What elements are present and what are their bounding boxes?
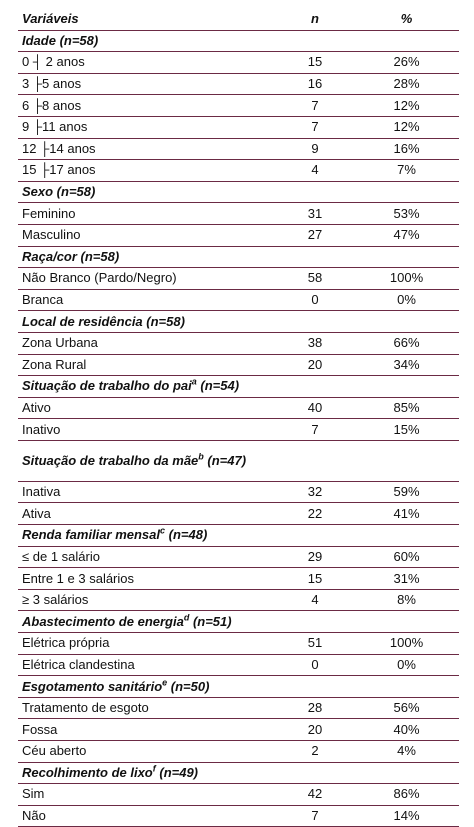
row-count: 40 [276, 397, 354, 419]
footnote-marker: b [198, 451, 204, 462]
row-percent: 7% [354, 160, 459, 182]
section-header-row [18, 440, 459, 481]
row-count: 29 [276, 546, 354, 568]
section-label: Raça/cor (n=58) [22, 248, 120, 264]
section-label: Sexo (n=58) [22, 184, 96, 200]
table-row [18, 268, 459, 290]
section-header-row [18, 246, 459, 268]
footnote-marker: c [160, 526, 166, 537]
table-row [18, 52, 459, 74]
row-percent: 60% [354, 546, 459, 568]
table-row [18, 73, 459, 95]
row-label: Inativo [18, 419, 276, 441]
footnote-marker: d [183, 612, 190, 623]
row-label: 0 ┤ 2 anos [18, 52, 276, 74]
footnote-marker: f [152, 763, 156, 774]
row-count: 20 [276, 719, 354, 741]
row-label: Não [18, 805, 276, 827]
table-row [18, 697, 459, 719]
section-header-row [18, 30, 459, 52]
section-title [18, 440, 459, 481]
section-sample-size: (n=54) [196, 378, 240, 394]
row-count: 4 [276, 160, 354, 182]
row-percent: 66% [354, 332, 459, 354]
row-percent: 86% [354, 784, 459, 806]
row-label: Zona Rural [18, 354, 276, 376]
table-row [18, 397, 459, 419]
row-percent: 85% [354, 397, 459, 419]
row-label: Sim [18, 784, 276, 806]
row-count: 38 [276, 332, 354, 354]
row-count: 20 [276, 354, 354, 376]
section-label: Renda familiar mensal [22, 527, 160, 543]
row-label: Elétrica própria [18, 633, 276, 655]
row-percent: 14% [354, 805, 459, 827]
section-label: Idade (n=58) [22, 32, 99, 48]
section-sample-size: (n=47) [203, 452, 247, 468]
row-label: Ativa [18, 503, 276, 525]
section-label: Esgotamento sanitário [22, 678, 163, 694]
table-row [18, 224, 459, 246]
table-row [18, 589, 459, 611]
row-label: Tratamento de esgoto [18, 697, 276, 719]
table-row [18, 568, 459, 590]
section-label: Situação de trabalho do pai [22, 378, 192, 394]
row-count: 7 [276, 95, 354, 117]
row-count: 9 [276, 138, 354, 160]
table-row [18, 160, 459, 182]
table-row [18, 784, 459, 806]
row-label: Céu aberto [18, 741, 276, 763]
row-label: 6 ├8 anos [18, 95, 276, 117]
section-label: Local de residência (n=58) [22, 313, 185, 329]
row-count: 42 [276, 784, 354, 806]
row-percent: 34% [354, 354, 459, 376]
row-percent: 0% [354, 654, 459, 676]
row-label: Entre 1 e 3 salários [18, 568, 276, 590]
row-label: ≥ 3 salários [18, 589, 276, 611]
section-sample-size: (n=50) [167, 678, 210, 694]
row-count: 58 [276, 268, 354, 290]
row-label: 12 ├14 anos [18, 138, 276, 160]
section-title [18, 762, 459, 784]
section-title [18, 311, 459, 333]
row-label: Inativa [18, 481, 276, 503]
row-percent: 56% [354, 697, 459, 719]
row-label: 15 ├17 anos [18, 160, 276, 182]
section-label: Situação de trabalho da mãe [22, 452, 199, 468]
header-variable: Variáveis [18, 9, 276, 30]
header-percent: % [354, 9, 459, 30]
table-row [18, 633, 459, 655]
table-row [18, 289, 459, 311]
row-count: 7 [276, 116, 354, 138]
row-percent: 100% [354, 268, 459, 290]
row-label: Não Branco (Pardo/Negro) [18, 268, 276, 290]
table-row [18, 95, 459, 117]
table-row [18, 419, 459, 441]
section-title [18, 30, 459, 52]
table-row [18, 546, 459, 568]
row-label: Fossa [18, 719, 276, 741]
section-header-row [18, 311, 459, 333]
section-header-row [18, 611, 459, 633]
row-percent: 12% [354, 116, 459, 138]
table-row [18, 654, 459, 676]
row-percent: 28% [354, 73, 459, 95]
row-count: 0 [276, 654, 354, 676]
row-count: 0 [276, 289, 354, 311]
table-row [18, 203, 459, 225]
row-count: 31 [276, 203, 354, 225]
row-count: 27 [276, 224, 354, 246]
row-count: 15 [276, 52, 354, 74]
row-count: 28 [276, 697, 354, 719]
row-percent: 100% [354, 633, 459, 655]
table-row [18, 332, 459, 354]
row-count: 2 [276, 741, 354, 763]
row-label: 9 ├11 anos [18, 116, 276, 138]
row-percent: 31% [354, 568, 459, 590]
row-percent: 16% [354, 138, 459, 160]
section-label: Abastecimento de energia [22, 613, 184, 629]
row-label: ≤ de 1 salário [18, 546, 276, 568]
section-sample-size: (n=51) [189, 613, 232, 629]
section-header-row [18, 181, 459, 203]
row-count: 22 [276, 503, 354, 525]
row-percent: 53% [354, 203, 459, 225]
row-percent: 0% [354, 289, 459, 311]
row-count: 7 [276, 805, 354, 827]
section-header-row [18, 676, 459, 698]
footnote-marker: a [191, 377, 197, 388]
footnote-marker: e [162, 677, 168, 688]
row-label: Feminino [18, 203, 276, 225]
row-percent: 40% [354, 719, 459, 741]
section-sample-size: (n=49) [155, 764, 199, 780]
row-count: 16 [276, 73, 354, 95]
row-label: Ativo [18, 397, 276, 419]
table-row [18, 503, 459, 525]
row-percent: 15% [354, 419, 459, 441]
table-row [18, 741, 459, 763]
row-label: 3 ├5 anos [18, 73, 276, 95]
section-header-row [18, 376, 459, 398]
section-header-row [18, 762, 459, 784]
row-percent: 47% [354, 224, 459, 246]
section-title [18, 611, 459, 633]
row-label: Zona Urbana [18, 332, 276, 354]
section-title [18, 376, 459, 398]
section-title [18, 525, 459, 547]
table-row [18, 116, 459, 138]
table-header-row [18, 9, 459, 30]
row-count: 32 [276, 481, 354, 503]
row-percent: 8% [354, 589, 459, 611]
row-label: Elétrica clandestina [18, 654, 276, 676]
row-percent: 41% [354, 503, 459, 525]
table-row [18, 719, 459, 741]
row-percent: 4% [354, 741, 459, 763]
demographics-table [18, 9, 459, 827]
header-n: n [276, 9, 354, 30]
table-row [18, 354, 459, 376]
row-label: Branca [18, 289, 276, 311]
row-count: 51 [276, 633, 354, 655]
table-body [18, 30, 459, 827]
section-title [18, 246, 459, 268]
row-percent: 59% [354, 481, 459, 503]
row-count: 4 [276, 589, 354, 611]
row-percent: 12% [354, 95, 459, 117]
table-row [18, 481, 459, 503]
row-count: 7 [276, 419, 354, 441]
section-sample-size: (n=48) [165, 527, 208, 543]
section-label: Recolhimento de lixo [22, 764, 153, 780]
table-row [18, 138, 459, 160]
row-label: Masculino [18, 224, 276, 246]
section-header-row [18, 525, 459, 547]
row-percent: 26% [354, 52, 459, 74]
section-title [18, 676, 459, 698]
row-count: 15 [276, 568, 354, 590]
section-title [18, 181, 459, 203]
